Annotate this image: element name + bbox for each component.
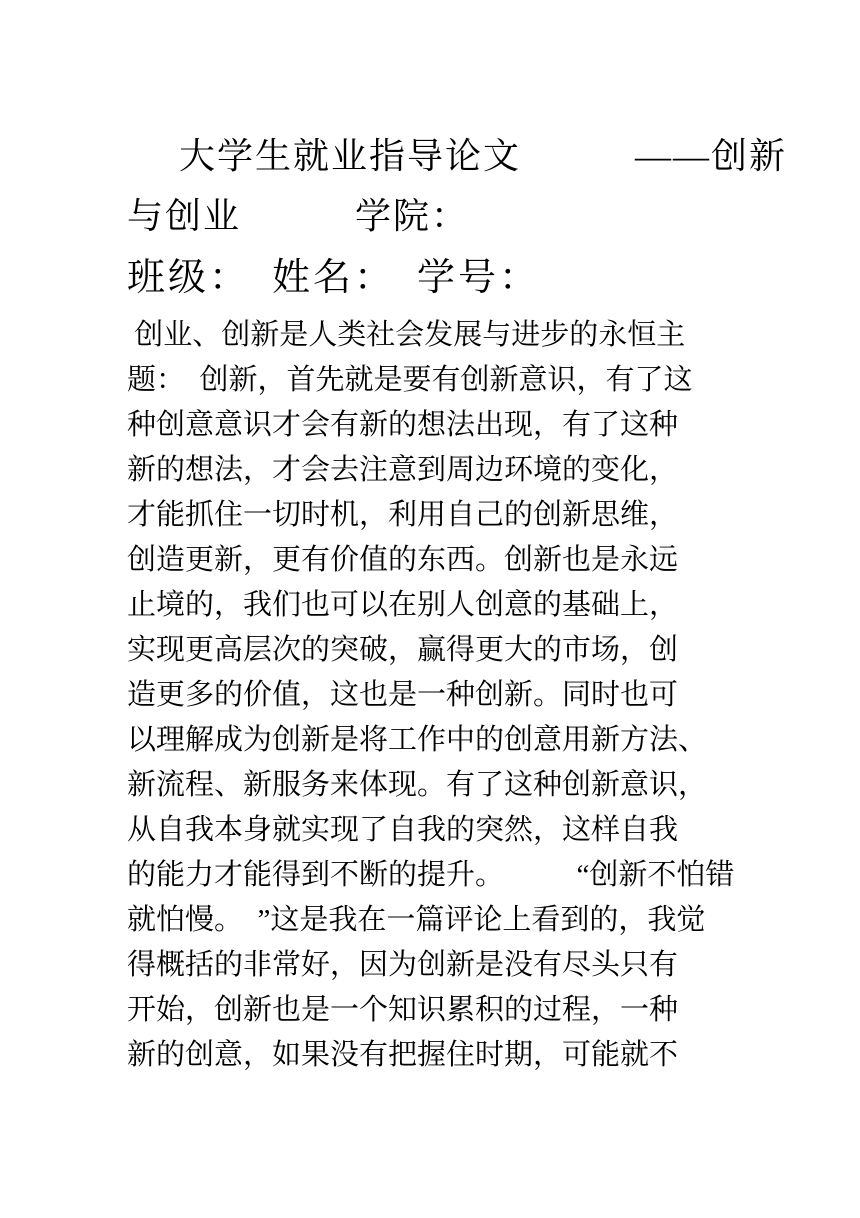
body-text-line: 新的想法，才会去注意到周边环境的变化， xyxy=(127,454,679,486)
body-text-line: 实现更高层次的突破，赢得更大的市场，创 xyxy=(127,634,679,666)
body-text-line: 止境的，我们也可以在别人创意的基础上， xyxy=(127,589,679,621)
body-text-line: 创造更新，更有价值的东西。创新也是永远 xyxy=(127,544,679,576)
body-text-line: 才能抓住一切时机，利用自己的创新思维， xyxy=(127,499,679,531)
body-text-line: 造更多的价值，这也是一种创新。同时也可 xyxy=(127,679,679,711)
body-text-line: 新流程、新服务来体现。有了这种创新意识， xyxy=(127,769,708,801)
student-info-line: 班级： 姓名： 学号： xyxy=(127,257,541,299)
body-text-line: 种创意意识才会有新的想法出现，有了这种 xyxy=(127,409,679,441)
title-line-2: 与创业 学院： xyxy=(127,196,470,236)
body-text-line: 开始，创新也是一个知识累积的过程，一种 xyxy=(127,994,679,1026)
document-title xyxy=(127,126,788,246)
title-line-1: 大学生就业指导论文 ——创新 xyxy=(179,136,788,176)
body-text-line: 的能力才能得到不断的提升。 “创新不怕错 xyxy=(127,859,735,891)
body-text-line: 题： 创新，首先就是要有创新意识，有了这 xyxy=(127,364,693,396)
body-text-line: 就怕慢。 ”这是我在一篇评论上看到的，我觉 xyxy=(127,904,706,936)
document-body xyxy=(127,313,767,1078)
body-text-line: 得概括的非常好，因为创新是没有尽头只有 xyxy=(127,949,679,981)
body-text-line: 创业、创新是人类社会发展与进步的永恒主 xyxy=(127,319,686,351)
body-text-line: 从自我本身就实现了自我的突然，这样自我 xyxy=(127,814,679,846)
body-text-line: 以理解成为创新是将工作中的创意用新方法、 xyxy=(127,724,708,756)
document-content xyxy=(127,126,788,1078)
body-text-line: 新的创意，如果没有把握住时期，可能就不 xyxy=(127,1039,679,1071)
